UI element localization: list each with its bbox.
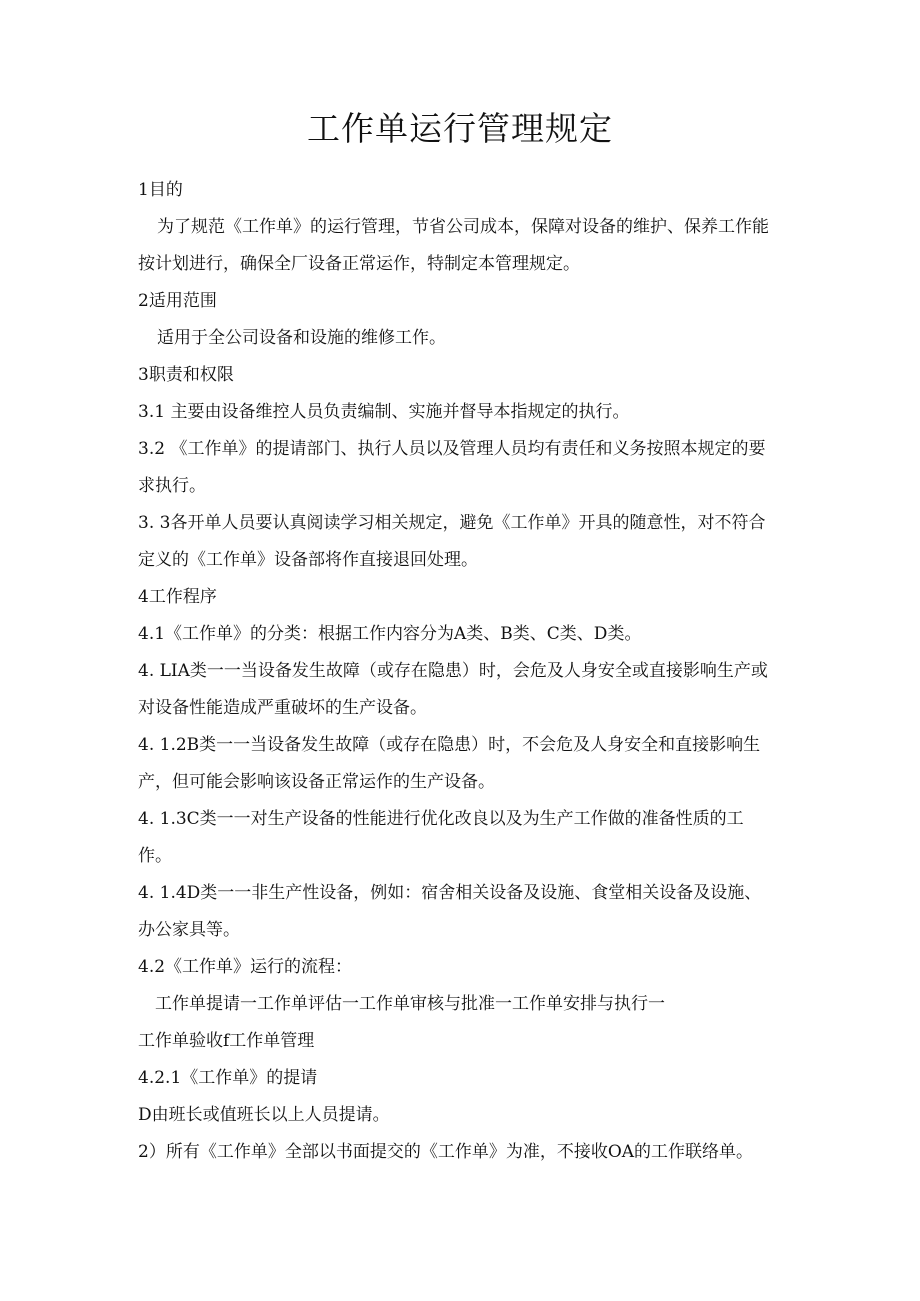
paragraph-line: 3.1 主要由设备维控人员负责编制、实施并督导本指规定的执行。 <box>138 402 630 422</box>
paragraph-line: D由班长或值班长以上人员提请。 <box>138 1105 390 1125</box>
paragraph-line: 4. 1.2B类一一当设备发生故障（或存在隐患）时，不会危及人身安全和直接影响生 <box>138 735 761 755</box>
section-heading: 1目的 <box>138 180 183 200</box>
section-heading: 3职责和权限 <box>138 365 234 385</box>
paragraph-line: 3.2 《工作单》的提请部门、执行人员以及管理人员均有责任和义务按照本规定的要 <box>138 439 766 459</box>
paragraph-line: 4.2.1《工作单》的提请 <box>138 1068 318 1088</box>
document-title: 工作单运行管理规定 <box>307 109 613 148</box>
paragraph-line: 适用于全公司设备和设施的维修工作。 <box>157 328 446 348</box>
paragraph-line: 对设备性能造成严重破坏的生产设备。 <box>138 698 427 718</box>
paragraph-line: 为了规范《工作单》的运行管理，节省公司成本，保障对设备的维护、保养工作能 <box>157 217 769 237</box>
paragraph-line: 2）所有《工作单》全部以书面提交的《工作单》为准，不接收OA的工作联络单。 <box>138 1142 754 1162</box>
paragraph-line: 定义的《工作单》设备部将作直接退回处理。 <box>138 550 478 570</box>
paragraph-line: 办公家具等。 <box>138 920 240 940</box>
paragraph-line: 求执行。 <box>138 476 206 496</box>
paragraph-line: 产，但可能会影响该设备正常运作的生产设备。 <box>138 772 495 792</box>
paragraph-line: 4. 1.4D类一一非生产性设备，例如：宿舍相关设备及设施、食堂相关设备及设施、 <box>138 883 762 903</box>
paragraph-line: 4. LIA类一一当设备发生故障（或存在隐患）时，会危及人身安全或直接影响生产或 <box>138 661 768 681</box>
section-heading: 4工作程序 <box>138 587 217 607</box>
flow-line: 工作单提请一工作单评估一工作单审核与批准一工作单安排与执行一 <box>155 994 665 1014</box>
flow-line: 工作单验收f工作单管理 <box>138 1031 315 1051</box>
paragraph-line: 4. 1.3C类一一对生产设备的性能进行优化改良以及为生产工作做的准备性质的工 <box>138 809 744 829</box>
paragraph-line: 4.2《工作单》运行的流程： <box>138 957 353 977</box>
paragraph-line: 3. 3各开单人员要认真阅读学习相关规定，避免《工作单》开具的随意性，对不符合 <box>138 513 766 533</box>
paragraph-line: 作。 <box>138 846 172 866</box>
paragraph-line: 4.1《工作单》的分类：根据工作内容分为A类、B类、C类、D类。 <box>138 624 642 644</box>
paragraph-line: 按计划进行，确保全厂设备正常运作，特制定本管理规定。 <box>138 254 580 274</box>
section-heading: 2适用范围 <box>138 291 217 311</box>
